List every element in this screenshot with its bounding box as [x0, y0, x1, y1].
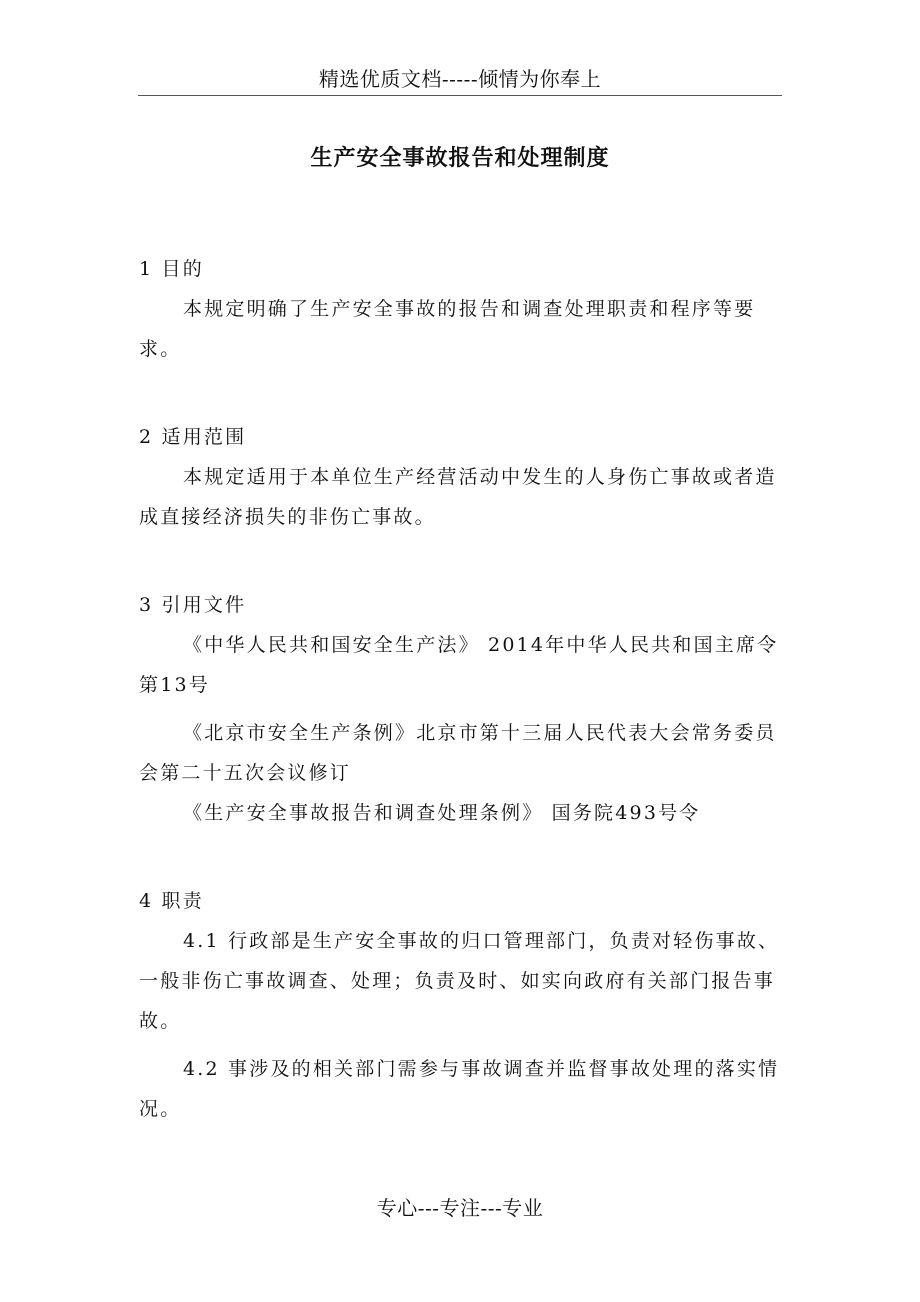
- section-heading-duties: 4 职责: [139, 890, 204, 912]
- document-title: 生产安全事故报告和处理制度: [310, 146, 610, 171]
- header-divider: [138, 95, 782, 96]
- paragraph-duty-2: 4.2 事涉及的相关部门需参与事故调查并监督事故处理的落实情况。: [139, 1058, 780, 1120]
- page-footer: 专心---专注---专业: [376, 1196, 544, 1220]
- section-heading-scope: 2 适用范围: [139, 426, 247, 448]
- page-header: 精选优质文档-----倾情为你奉上: [318, 67, 602, 91]
- paragraph-reference-3: 《生产安全事故报告和调查处理条例》 国务院493号令: [183, 802, 701, 824]
- section-heading-references: 3 引用文件: [139, 594, 247, 616]
- paragraph-reference-1: 《中华人民共和国安全生产法》 2014年中华人民共和国主席令第13号: [139, 634, 779, 696]
- paragraph-purpose: 本规定明确了生产安全事故的报告和调查处理职责和程序等要求。: [139, 298, 756, 360]
- paragraph-duty-1: 4.1 行政部是生产安全事故的归口管理部门，负责对轻伤事故、一般非伤亡事故调查、处理；负责及时、如实向政府有关部门报告事故。: [139, 930, 780, 1032]
- paragraph-scope: 本规定适用于本单位生产经营活动中发生的人身伤亡事故或者造成直接经济损失的非伤亡事故。: [139, 466, 777, 528]
- section-heading-purpose: 1 目的: [139, 258, 204, 280]
- paragraph-reference-2: 《北京市安全生产条例》北京市第十三届人民代表大会常务委员会第二十五次会议修订: [139, 722, 777, 784]
- document-body: [139, 249, 789, 1129]
